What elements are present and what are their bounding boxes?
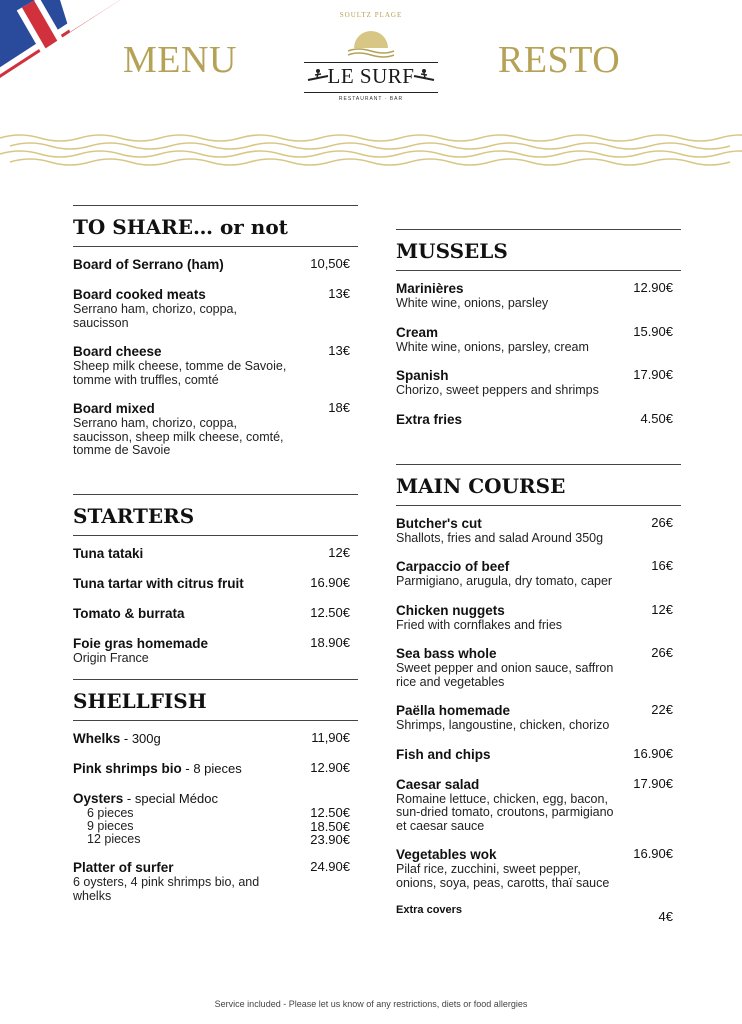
menu-item bbox=[73, 761, 358, 777]
le-surf-logo bbox=[300, 8, 442, 104]
item-price: 16.90€ bbox=[310, 574, 350, 590]
item-extra: - special Médoc bbox=[123, 791, 218, 806]
item-name: Tuna tataki bbox=[73, 545, 144, 561]
item-desc: Origin France bbox=[73, 650, 149, 665]
logo-rule-bottom bbox=[304, 92, 438, 93]
menu-item bbox=[396, 747, 681, 763]
item-desc: Shrimps, langoustine, chicken, chorizo bbox=[396, 718, 610, 732]
menu-item bbox=[73, 257, 358, 273]
item-desc: Romaine lettuce, chicken, egg, bacon, sun-dried tomato, croutons, parmigiano et caesar sauce bbox=[396, 791, 614, 833]
item-name: Fish and chips bbox=[396, 746, 491, 762]
item-desc: Shallots, fries and salad Around 350g bbox=[396, 530, 604, 545]
item-price: 18€ bbox=[328, 400, 350, 415]
item-name: Paëlla homemade bbox=[396, 703, 511, 718]
menu-item bbox=[396, 325, 681, 355]
oyster-options bbox=[73, 807, 294, 846]
menu-item bbox=[396, 777, 681, 834]
item-name: Extra covers bbox=[396, 904, 463, 916]
item-desc: Sweet pepper and onion sauce, saffron rice and vegetables bbox=[396, 661, 614, 689]
menu-item bbox=[73, 344, 358, 387]
logo-subtitle: RESTAURANT · BAR bbox=[338, 96, 404, 102]
item-price: 13€ bbox=[328, 286, 350, 301]
right-column bbox=[396, 229, 681, 930]
item-name bbox=[73, 731, 294, 747]
menu-item bbox=[73, 546, 358, 562]
sunset-icon bbox=[346, 22, 396, 58]
to-share-title: TO SHARE… or not bbox=[73, 206, 358, 247]
oyster-prices bbox=[310, 806, 350, 847]
item-desc: Pilaf rice, zucchini, sweet pepper, onions, soya, peas, carotts, thaï sauce bbox=[396, 862, 610, 890]
menu-item bbox=[73, 636, 358, 666]
item-name-text: Oysters bbox=[73, 791, 124, 806]
item-desc: White wine, onions, parsley, cream bbox=[396, 339, 589, 354]
oyster-option-label: 12 pieces bbox=[87, 832, 141, 846]
menu-item bbox=[396, 603, 681, 633]
oyster-option-price: 23.90€ bbox=[310, 832, 350, 847]
item-price: 12.90€ bbox=[310, 760, 350, 775]
item-name: Board mixed bbox=[73, 401, 155, 416]
item-price: 12.90€ bbox=[633, 280, 673, 295]
item-price: 17.90€ bbox=[633, 775, 673, 791]
menu-item bbox=[396, 703, 681, 733]
left-column bbox=[73, 205, 358, 917]
header-resto-title: RESTO bbox=[498, 39, 621, 81]
oyster-option-label: 9 pieces bbox=[87, 819, 134, 833]
menu-item bbox=[73, 576, 358, 592]
item-price: 12.50€ bbox=[310, 604, 350, 620]
item-name: Butcher's cut bbox=[396, 515, 482, 531]
menu-item bbox=[73, 791, 358, 846]
logo-name: LE SURF bbox=[327, 64, 415, 88]
item-price: 17.90€ bbox=[633, 367, 673, 382]
item-price: 26€ bbox=[651, 514, 673, 530]
mussels-title: MUSSELS bbox=[396, 230, 681, 271]
item-name-text: Pink shrimps bio bbox=[73, 761, 182, 776]
menu-item bbox=[396, 646, 681, 689]
item-desc: Parmigiano, arugula, dry tomato, caper bbox=[396, 574, 613, 588]
item-extra: - 8 pieces bbox=[181, 761, 242, 776]
menu-item bbox=[73, 860, 358, 903]
menu-item bbox=[73, 606, 358, 622]
item-name bbox=[73, 791, 294, 807]
menu-item bbox=[396, 904, 681, 924]
menu-item bbox=[396, 412, 681, 428]
item-price: 15.90€ bbox=[633, 323, 673, 339]
item-price: 26€ bbox=[651, 645, 673, 660]
item-price: 22€ bbox=[651, 702, 673, 717]
oyster-option-price: 12.50€ bbox=[310, 805, 350, 820]
logo-rule-top bbox=[304, 62, 438, 63]
item-price: 16€ bbox=[651, 558, 673, 573]
menu-item bbox=[73, 287, 358, 330]
item-price: 12€ bbox=[328, 544, 350, 560]
item-name: Tuna tartar with citrus fruit bbox=[73, 575, 244, 591]
item-name: Cream bbox=[396, 324, 439, 340]
item-name: Foie gras homemade bbox=[73, 635, 209, 651]
item-name: Caesar salad bbox=[396, 776, 480, 792]
surfer-right-icon bbox=[412, 68, 436, 84]
item-extra: - 300g bbox=[120, 731, 161, 746]
starters-title: STARTERS bbox=[73, 495, 358, 536]
item-desc: Serrano ham, chorizo, coppa, saucisson bbox=[73, 302, 237, 330]
item-name bbox=[73, 761, 294, 777]
item-desc: Fried with cornflakes and fries bbox=[396, 617, 563, 632]
menu-item bbox=[396, 281, 681, 311]
oyster-option-price: 18.50€ bbox=[310, 818, 350, 834]
item-price: 11,90€ bbox=[311, 730, 350, 745]
item-price: 12€ bbox=[651, 601, 673, 617]
item-price: 4€ bbox=[658, 909, 673, 924]
main-course-title: MAIN COURSE bbox=[396, 465, 681, 506]
item-name-text: Whelks bbox=[73, 731, 121, 746]
section-gap bbox=[73, 472, 358, 494]
item-price: 18.90€ bbox=[310, 634, 350, 650]
item-name: Sea bass whole bbox=[396, 646, 497, 661]
item-name: Board of Serrano (ham) bbox=[73, 257, 224, 272]
item-name: Carpaccio of beef bbox=[396, 559, 510, 574]
item-name: Extra fries bbox=[396, 411, 463, 427]
menu-item bbox=[396, 516, 681, 546]
menu-item bbox=[73, 401, 358, 458]
header-menu-title: MENU bbox=[123, 39, 237, 81]
footer-note: Service included - Please let us know of any restrictions, diets or food allergies bbox=[214, 999, 528, 1009]
item-price: 4.50€ bbox=[640, 410, 673, 426]
item-name: Spanish bbox=[396, 368, 449, 383]
item-price: 24.90€ bbox=[310, 859, 350, 874]
item-desc: Sheep milk cheese, tomme de Savoie, tomme with truffles, comté bbox=[73, 359, 287, 387]
menu-item bbox=[396, 368, 681, 398]
menu-item bbox=[396, 559, 681, 589]
item-desc: White wine, onions, parsley bbox=[396, 296, 549, 310]
wave-divider bbox=[0, 130, 742, 170]
item-name: Board cooked meats bbox=[73, 287, 206, 302]
oyster-option-label: 6 pieces bbox=[87, 806, 134, 820]
shellfish-title: SHELLFISH bbox=[73, 680, 358, 721]
item-desc: Chorizo, sweet peppers and shrimps bbox=[396, 383, 599, 397]
item-desc: Serrano ham, chorizo, coppa, saucisson, sheep milk cheese, comté, tomme de Savoie bbox=[73, 416, 284, 457]
item-name: Board cheese bbox=[73, 344, 162, 359]
menu-item bbox=[73, 731, 358, 747]
logo-arc-text: SOULTZ PLAGE bbox=[339, 11, 403, 19]
item-name: Platter of surfer bbox=[73, 860, 174, 875]
menu-item bbox=[396, 847, 681, 890]
section-gap bbox=[396, 442, 681, 464]
item-name: Chicken nuggets bbox=[396, 602, 505, 618]
item-name: Vegetables wok bbox=[396, 847, 497, 862]
item-name: Tomato & burrata bbox=[73, 605, 185, 621]
item-price: 16.90€ bbox=[633, 846, 673, 861]
item-price: 13€ bbox=[328, 343, 350, 358]
item-price: 16.90€ bbox=[633, 745, 673, 761]
item-name: Marinières bbox=[396, 281, 464, 296]
item-desc: 6 oysters, 4 pink shrimps bio, and whelks bbox=[73, 875, 260, 903]
item-price: 10,50€ bbox=[310, 256, 350, 271]
